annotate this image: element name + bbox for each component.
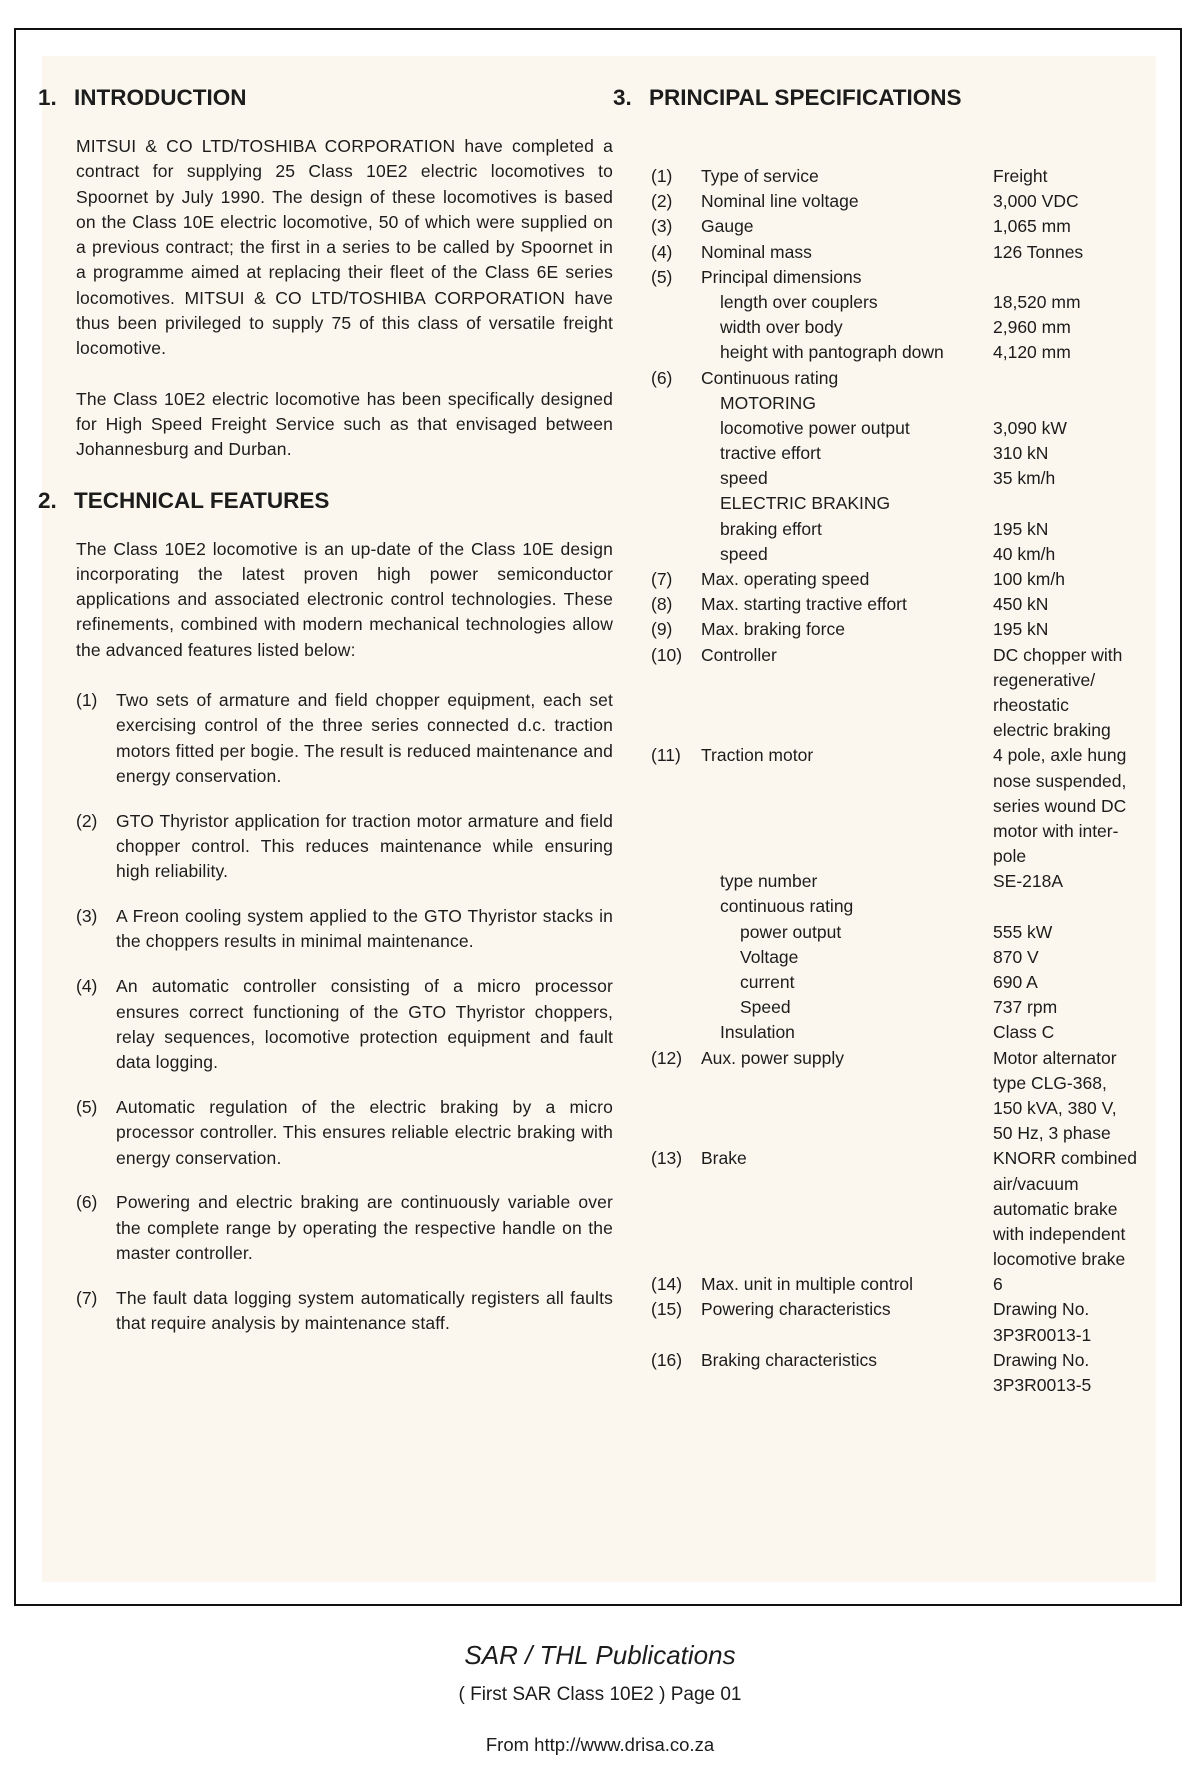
spec-number [651, 391, 701, 416]
spec-number [651, 1197, 701, 1222]
spec-row [651, 970, 1151, 995]
spec-label: Speed [740, 997, 791, 1018]
spec-label [701, 1121, 993, 1146]
feature-text: An automatic controller consisting of a micro processor ensures correct functioning of the GTO Thyristor choppers, relay sequences, locomotive protection equipment and fault data logging. [116, 976, 613, 1073]
spec-value: automatic brake [993, 1198, 1118, 1219]
spec-value: 555 kW [993, 921, 1053, 942]
spec-label: width over body [720, 317, 843, 338]
spec-label [701, 844, 993, 869]
section-technical-heading [38, 485, 613, 525]
spec-number: (8) [651, 594, 673, 615]
spec-row [651, 1020, 1151, 1045]
section-title: INTRODUCTION [74, 85, 247, 110]
source-caption: From http://www.drisa.co.za [485, 1734, 715, 1755]
feature-item [38, 688, 613, 789]
spec-number [651, 1222, 701, 1247]
spec-label [701, 1096, 993, 1121]
spec-value: 50 Hz, 3 phase [993, 1123, 1111, 1144]
spec-number: (16) [651, 1349, 683, 1370]
spec-number: (9) [651, 619, 673, 640]
spec-row-continuation [651, 844, 1151, 869]
spec-label: Braking characteristics [701, 1349, 878, 1370]
spec-value: 3,090 kW [993, 417, 1067, 438]
spec-value: DC chopper with [993, 644, 1123, 665]
spec-row-continuation [651, 1096, 1151, 1121]
spec-label: MOTORING [720, 392, 816, 413]
spec-value: 195 kN [993, 518, 1049, 539]
spec-label: power output [740, 921, 842, 942]
spec-label: Max. operating speed [701, 569, 870, 589]
spec-number: (10) [651, 644, 683, 665]
spec-label: braking effort [720, 518, 822, 539]
spec-number [651, 441, 701, 466]
spec-value: 3P3R0013-5 [993, 1375, 1092, 1395]
spec-row [651, 1297, 1151, 1322]
spec-number: (3) [651, 216, 673, 237]
spec-value: 1,065 mm [993, 216, 1071, 237]
spec-label: type number [720, 871, 818, 892]
spec-number [651, 1373, 701, 1398]
feature-text: Two sets of armature and field chopper equipment, each set exercising control of the three series connected d.c. traction motors fitted per bogie. The result is reduced maintenance and energy conservation. [116, 690, 613, 786]
spec-value: 100 km/h [993, 569, 1065, 589]
spec-value: electric braking [993, 720, 1111, 741]
spec-value: Drawing No. [993, 1299, 1090, 1320]
spec-row [651, 240, 1151, 265]
specifications-table [651, 164, 1151, 1398]
spec-row [651, 743, 1151, 768]
spec-row [651, 214, 1151, 239]
spec-row-continuation [651, 1222, 1151, 1247]
spec-number [651, 290, 701, 315]
spec-value: rheostatic [993, 694, 1069, 715]
spec-number [651, 542, 701, 567]
spec-value: 2,960 mm [993, 317, 1071, 338]
spec-number [651, 920, 701, 945]
spec-label [701, 794, 993, 819]
spec-number: (12) [651, 1047, 683, 1068]
spec-number [651, 693, 701, 718]
spec-label: Nominal mass [701, 241, 812, 262]
spec-label [701, 1323, 993, 1348]
spec-row [651, 189, 1151, 214]
section-title: PRINCIPAL SPECIFICATIONS [649, 85, 962, 110]
feature-item [38, 1190, 613, 1266]
spec-row [651, 466, 1151, 491]
spec-value: KNORR combined [993, 1148, 1137, 1169]
spec-row [651, 945, 1151, 970]
spec-number [651, 315, 701, 340]
feature-number: (3) [76, 906, 98, 927]
spec-number [651, 970, 701, 995]
spec-value: regenerative/ [993, 669, 1096, 690]
spec-number [651, 1172, 701, 1197]
spec-label: height with pantograph down [720, 342, 944, 363]
spec-row [651, 517, 1151, 542]
spec-number: (5) [651, 266, 673, 287]
spec-value: 126 Tonnes [993, 241, 1084, 262]
spec-label: Continuous rating [701, 367, 839, 388]
spec-label: current [740, 972, 795, 992]
spec-label: Controller [701, 644, 777, 665]
spec-label: Principal dimensions [701, 266, 862, 287]
feature-item [38, 1286, 613, 1337]
spec-label: speed [720, 468, 768, 489]
spec-row-continuation [651, 794, 1151, 819]
spec-value: 450 kN [993, 594, 1049, 615]
section-introduction-heading [38, 82, 613, 122]
spec-label [701, 668, 993, 693]
feature-number: (6) [76, 1192, 98, 1213]
spec-row-continuation [651, 1373, 1151, 1398]
feature-text: Automatic regulation of the electric braking by a micro processor controller. This ensures reliable electric braking with energy conservation. [116, 1096, 613, 1168]
spec-number: (2) [651, 191, 673, 212]
spec-value: 310 kN [993, 443, 1049, 464]
spec-number [651, 1096, 701, 1121]
spec-number [651, 466, 701, 491]
spec-number [651, 1247, 701, 1272]
spec-number [651, 340, 701, 365]
spec-row [651, 894, 1151, 919]
spec-value: motor with inter- [993, 820, 1119, 841]
spec-label [701, 819, 993, 844]
spec-row [651, 567, 1151, 592]
spec-number [651, 1323, 701, 1348]
section-specifications-heading [613, 82, 1153, 122]
spec-number: (1) [651, 166, 673, 186]
publisher-caption: SAR / THL Publications [464, 1640, 736, 1670]
spec-row [651, 995, 1151, 1020]
spec-label: Voltage [740, 946, 799, 967]
spec-value [993, 894, 1151, 919]
spec-number: (13) [651, 1148, 683, 1169]
spec-row-continuation [651, 1071, 1151, 1096]
spec-number: (7) [651, 569, 673, 589]
spec-label: ELECTRIC BRAKING [720, 493, 891, 514]
spec-label: Max. unit in multiple control [701, 1274, 914, 1295]
spec-label: Type of service [701, 166, 819, 186]
spec-row [651, 920, 1151, 945]
spec-row [651, 164, 1151, 189]
spec-value: Freight [993, 166, 1048, 186]
spec-number [651, 794, 701, 819]
spec-row [651, 265, 1151, 290]
spec-label: Traction motor [701, 745, 814, 766]
feature-text: The fault data logging system automatically registers all faults that require analysis by maintenance staff. [116, 1287, 613, 1333]
spec-row [651, 315, 1151, 340]
spec-label: length over couplers [720, 291, 878, 312]
spec-row-continuation [651, 769, 1151, 794]
spec-number [651, 1020, 701, 1045]
spec-row-continuation [651, 1323, 1151, 1348]
spec-row [651, 1146, 1151, 1171]
spec-row-continuation [651, 1247, 1151, 1272]
spec-number: (4) [651, 241, 673, 262]
spec-label [701, 718, 993, 743]
spec-row-continuation [651, 693, 1151, 718]
spec-value: 6 [993, 1274, 1003, 1295]
spec-number [651, 668, 701, 693]
intro-paragraph-1: MITSUI & CO LTD/TOSHIBA CORPORATION have completed a contract for supplying 25 Class 10E2 electric locomotives to Spoornet by July 1990. The design of these locomotives is based on the Class 10E electric locomotive, 50 of which were supplied on a previous contract; the first in a series to be called by Spoornet in a programme aimed at replacing their fleet of the Class 6E series locomotives. MITSUI & CO LTD/TOSHIBA CORPORATION have thus been privileged to supply 75 of this class of versatile freight locomotive. [76, 136, 613, 359]
section-number: 1. [38, 85, 57, 110]
spec-value [993, 366, 1151, 391]
spec-row-continuation [651, 1172, 1151, 1197]
spec-label: Brake [701, 1148, 747, 1169]
spec-label: speed [720, 543, 768, 564]
spec-value [993, 391, 1151, 416]
spec-number: (11) [651, 745, 681, 766]
spec-row [651, 592, 1151, 617]
feature-item [38, 974, 613, 1075]
spec-row [651, 416, 1151, 441]
spec-value: pole [993, 846, 1027, 867]
spec-label: Powering characteristics [701, 1299, 891, 1320]
spec-label: Max. braking force [701, 619, 845, 640]
spec-row [651, 1348, 1151, 1373]
spec-value: 4 pole, axle hung [993, 745, 1127, 766]
spec-number [651, 894, 701, 919]
spec-number [651, 995, 701, 1020]
spec-label: tractive effort [720, 443, 821, 464]
spec-number [651, 517, 701, 542]
spec-value: Class C [993, 1022, 1055, 1043]
spec-value: SE-218A [993, 871, 1064, 892]
spec-row-continuation [651, 668, 1151, 693]
spec-value: 870 V [993, 946, 1039, 967]
section-title: TECHNICAL FEATURES [74, 487, 330, 513]
spec-label: Gauge [701, 216, 754, 237]
spec-value: 35 km/h [993, 468, 1056, 489]
feature-number: (4) [76, 976, 98, 997]
feature-list [38, 688, 613, 1336]
spec-value: type CLG-368, [993, 1072, 1107, 1093]
feature-item [38, 1095, 613, 1171]
spec-label: Aux. power supply [701, 1047, 844, 1068]
spec-number [651, 844, 701, 869]
spec-number: (6) [651, 367, 673, 388]
spec-row-continuation [651, 718, 1151, 743]
spec-row-continuation [651, 1197, 1151, 1222]
right-column [613, 82, 1153, 1395]
spec-value: 3P3R0013-1 [993, 1324, 1092, 1345]
spec-label [701, 693, 993, 718]
spec-number [651, 819, 701, 844]
spec-value: nose suspended, [993, 770, 1127, 791]
spec-value: 3,000 VDC [993, 191, 1079, 212]
feature-text: Powering and electric braking are continuously variable over the complete range by operating the respective handle on the master controller. [116, 1192, 613, 1263]
feature-number: (1) [76, 690, 98, 711]
spec-row [651, 1046, 1151, 1071]
feature-text: A Freon cooling system applied to the GTO Thyristor stacks in the choppers results in minimal maintenance. [116, 906, 613, 952]
spec-value: 150 kVA, 380 V, [993, 1097, 1117, 1118]
spec-label [701, 1222, 993, 1247]
spec-number: (15) [651, 1299, 683, 1320]
spec-number: (14) [651, 1274, 683, 1295]
spec-value [993, 491, 1151, 516]
feature-number: (5) [76, 1096, 98, 1117]
spec-row-continuation [651, 819, 1151, 844]
spec-label [701, 769, 993, 794]
spec-label [701, 1071, 993, 1096]
spec-label: Max. starting tractive effort [701, 594, 907, 615]
spec-value: series wound DC [993, 795, 1127, 816]
spec-number [651, 869, 701, 894]
spec-label: continuous rating [720, 896, 854, 917]
spec-value: 4,120 mm [993, 342, 1071, 363]
page-caption: ( First SAR Class 10E2 ) Page 01 [458, 1684, 742, 1705]
spec-label [701, 1172, 993, 1197]
spec-value: 18,520 mm [993, 291, 1081, 312]
spec-row [651, 542, 1151, 567]
intro-paragraph-2: The Class 10E2 electric locomotive has been specifically designed for High Speed Freight Service such as that envisaged between Johannesburg and Durban. [76, 388, 613, 460]
spec-label: Nominal line voltage [701, 191, 859, 212]
spec-number [651, 769, 701, 794]
spec-row [651, 290, 1151, 315]
spec-row [651, 1272, 1151, 1297]
spec-number [651, 1121, 701, 1146]
spec-row [651, 869, 1151, 894]
spec-value: 737 rpm [993, 997, 1058, 1018]
spec-value: Drawing No. [993, 1349, 1090, 1370]
spec-row [651, 491, 1151, 516]
spec-value: locomotive brake [993, 1249, 1126, 1270]
left-column [38, 82, 613, 1336]
feature-number: (2) [76, 810, 98, 831]
technical-intro-paragraph: The Class 10E2 locomotive is an up-date of the Class 10E design incorporating the latest proven high power semiconductor applications and associated electronic control technologies. These refinements, combined with modern mechanical technologies allow the advanced features listed below: [76, 538, 613, 660]
spec-value: air/vacuum [993, 1173, 1079, 1194]
feature-item [38, 904, 613, 955]
feature-number: (7) [76, 1287, 98, 1308]
section-number: 3. [613, 85, 632, 110]
spec-row [651, 617, 1151, 642]
spec-row [651, 643, 1151, 668]
spec-label [701, 1373, 993, 1398]
spec-number [651, 416, 701, 441]
spec-number [651, 945, 701, 970]
section-number: 2. [38, 487, 57, 513]
spec-number [651, 718, 701, 743]
spec-value: with independent [993, 1223, 1126, 1244]
spec-row [651, 366, 1151, 391]
spec-value: Motor alternator [993, 1047, 1117, 1068]
spec-value: 40 km/h [993, 543, 1056, 564]
spec-label: locomotive power output [720, 417, 910, 438]
spec-value: 690 A [993, 972, 1038, 992]
spec-row [651, 391, 1151, 416]
feature-text: GTO Thyristor application for traction motor armature and field chopper control. This reduces maintenance while ensuring high reliability. [116, 810, 613, 882]
spec-row [651, 441, 1151, 466]
spec-number [651, 1071, 701, 1096]
spec-value [993, 265, 1151, 290]
spec-label: Insulation [720, 1022, 795, 1043]
spec-label [701, 1197, 993, 1222]
feature-item [38, 809, 613, 885]
spec-row-continuation [651, 1121, 1151, 1146]
spec-row [651, 340, 1151, 365]
spec-value: 195 kN [993, 619, 1049, 640]
spec-label [701, 1247, 993, 1272]
spec-number [651, 491, 701, 516]
